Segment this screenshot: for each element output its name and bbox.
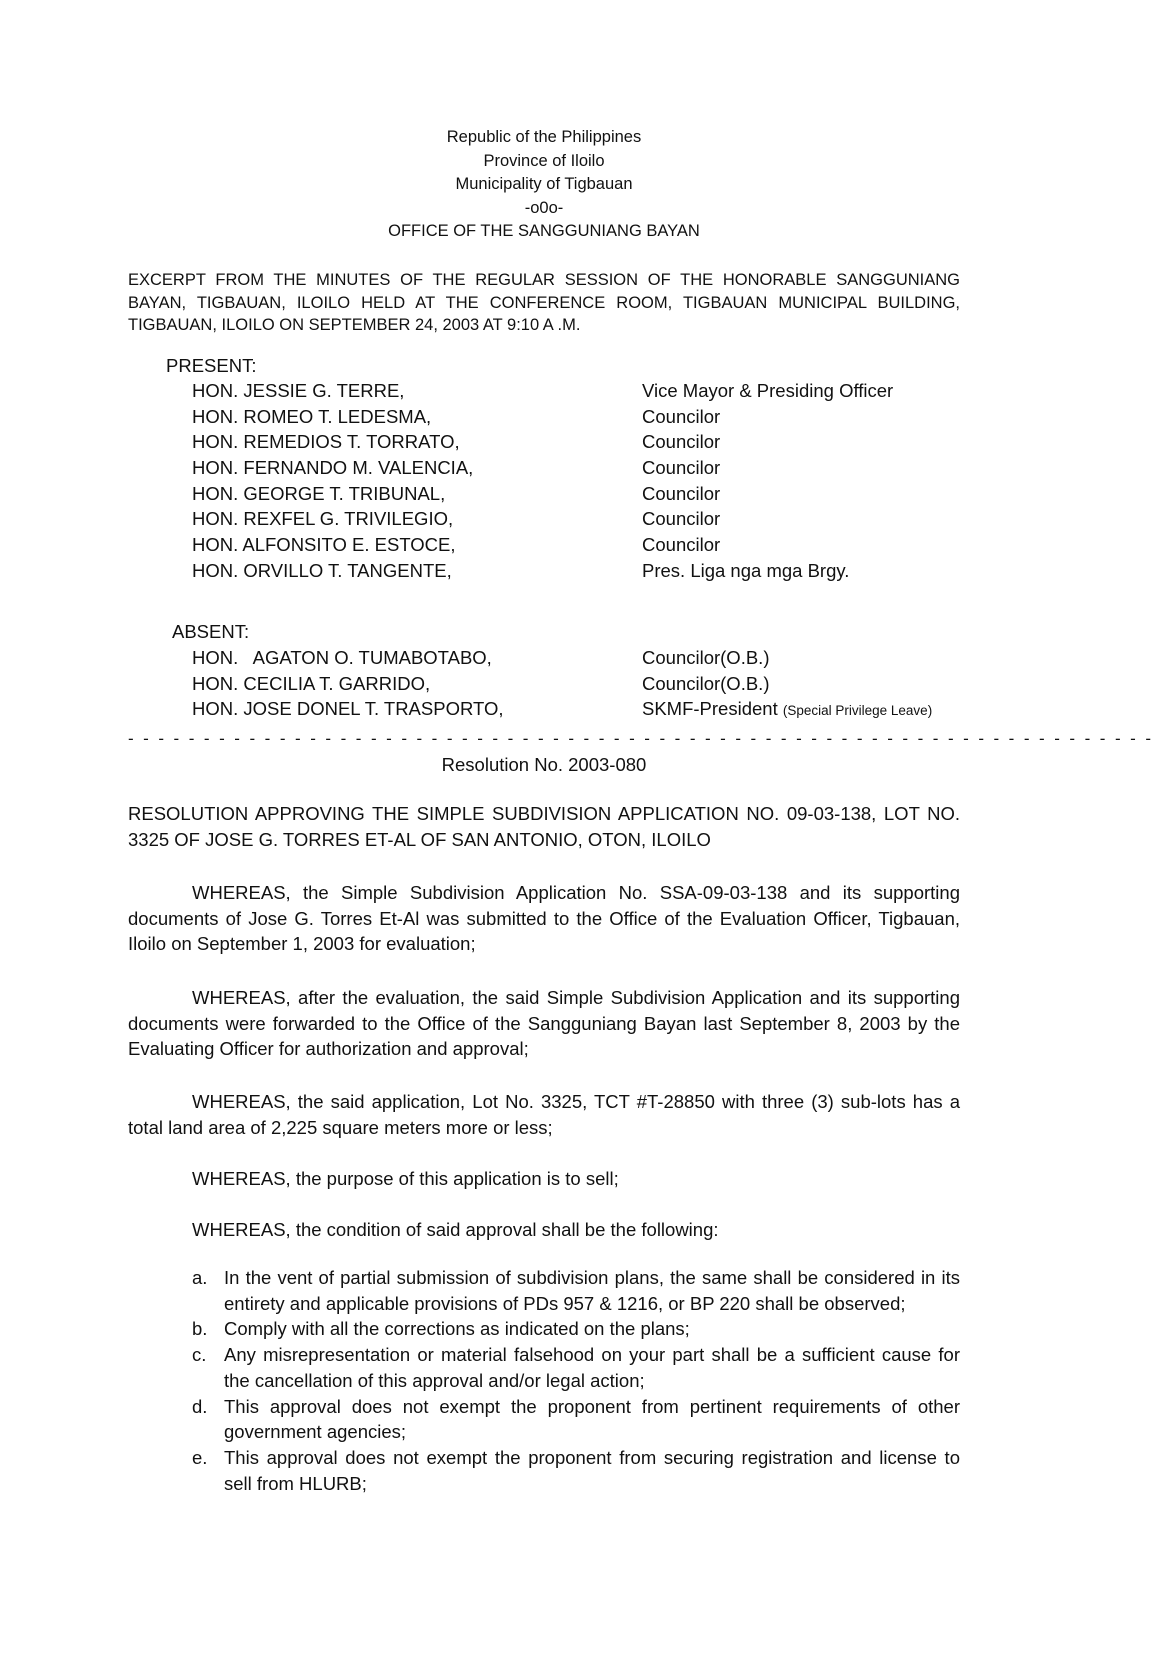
attendee-row [192, 532, 972, 558]
attendee-name: HON. ORVILLO T. TANGENTE, [192, 559, 452, 581]
absent-heading: ABSENT: [172, 621, 250, 642]
condition-text: In the vent of partial submission of subdivision plans, the same shall be considered in its entirety and applicable provisions of PDs 957 & 1216, or BP 220 shall be observed; [224, 1267, 960, 1314]
present-list [192, 378, 972, 584]
condition-letter: a. [192, 1267, 208, 1288]
attendee-row [192, 429, 972, 455]
attendee-name: HON. JOSE DONEL T. TRASPORTO, [192, 698, 504, 720]
attendee-row [192, 558, 972, 584]
condition-item [192, 1265, 960, 1316]
leave-note: (Special Privilege Leave) [782, 703, 933, 719]
document-header [0, 126, 1088, 244]
attendee-row [192, 671, 972, 697]
condition-item [192, 1342, 960, 1393]
condition-item [192, 1445, 960, 1496]
attendee-name: HON. CECILIA T. GARRIDO, [192, 672, 431, 694]
condition-text: Any misrepresentation or material falsehood on your part shall be a sufficient cause for the cancellation of this approval and/or legal action; [224, 1344, 960, 1391]
condition-letter: b. [192, 1318, 208, 1340]
attendee-row [192, 404, 972, 430]
condition-item [192, 1394, 960, 1445]
condition-text: This approval does not exempt the proponent from securing registration and license to sell from HLURB; [224, 1446, 960, 1494]
attendee-position: Councilor(O.B.) [642, 647, 770, 668]
attendee-position: Pres. Liga nga mga Brgy. [642, 559, 850, 581]
attendee-position: Councilor(O.B.) [642, 672, 770, 694]
present-heading: PRESENT: [166, 355, 257, 376]
excerpt-paragraph: EXCERPT FROM THE MINUTES OF THE REGULAR SESSION OF THE HONORABLE SANGGUNIANG BAYAN, TIGBAUAN, ILOILO HELD AT THE CONFERENCE ROOM, TIGBAUAN MUNICIPAL BUILDING, TIGBAUAN, ILOILO ON SEPTEMBER 24, 2003 AT 9:10 A .M. [128, 271, 960, 334]
attendee-position: Vice Mayor & Presiding Officer [642, 380, 894, 401]
attendee-row [192, 506, 972, 532]
separator-line: - - - - - - - - - - - - - - - - - - - - - - - - - - - - - - - - - - - - - - - - - - - - - - - - - - - - - - - - - - - - - - - - - - - - [128, 729, 1153, 748]
whereas-paragraph: WHEREAS, after the evaluation, the said Simple Subdivision Application and its supporting documents were forwarded to the Office of the Sangguniang Bayan last September 8, 2003 by the Evaluating Officer for authorization and approval; [128, 987, 960, 1060]
attendee-position: Councilor [642, 482, 721, 504]
attendee-name: HON. REMEDIOS T. TORRATO, [192, 431, 460, 453]
attendee-name: HON. ROMEO T. LEDESMA, [192, 405, 432, 427]
header-country: Republic of the Philippines [446, 128, 642, 146]
condition-text: Comply with all the corrections as indicated on the plans; [224, 1318, 690, 1340]
attendee-row [192, 481, 972, 507]
header-municipality: Municipality of Tigbauan [455, 175, 633, 193]
conditions-list [192, 1265, 960, 1496]
attendee-row [192, 645, 972, 671]
attendee-name: HON. FERNANDO M. VALENCIA, [192, 457, 474, 479]
attendee-position: Councilor [642, 508, 721, 530]
whereas-paragraph: WHEREAS, the condition of said approval shall be the following: [192, 1219, 719, 1240]
attendee-position: Councilor [642, 405, 721, 427]
attendee-row [192, 696, 972, 722]
attendee-name: HON. JESSIE G. TERRE, [192, 380, 405, 401]
condition-letter: d. [192, 1395, 208, 1417]
attendee-position: SKMF-President [642, 698, 778, 720]
header-province: Province of Iloilo [483, 151, 605, 170]
whereas-paragraph: WHEREAS, the purpose of this application is to sell; [192, 1168, 619, 1189]
absent-list [192, 645, 972, 722]
attendee-row [192, 455, 972, 481]
condition-item [192, 1316, 960, 1342]
attendee-position: Councilor [642, 457, 721, 479]
attendee-position: Councilor [642, 431, 721, 453]
attendee-name: HON. GEORGE T. TRIBUNAL, [192, 482, 446, 504]
whereas-paragraph: WHEREAS, the said application, Lot No. 3325, TCT #T-28850 with three (3) sub-lots has a total land area of 2,225 square meters more or less; [128, 1091, 960, 1138]
attendee-name: HON. REXFEL G. TRIVILEGIO, [192, 508, 454, 530]
resolution-number: Resolution No. 2003-080 [441, 754, 647, 775]
attendee-name: HON. ALFONSITO E. ESTOCE, [192, 534, 456, 556]
resolution-title: RESOLUTION APPROVING THE SIMPLE SUBDIVISION APPLICATION NO. 09-03-138, LOT NO. 3325 OF JOSE G. TORRES ET-AL OF SAN ANTONIO, OTON, ILOILO [128, 803, 960, 850]
attendee-name: HON. AGATON O. TUMABOTABO, [192, 647, 492, 668]
condition-text: This approval does not exempt the proponent from pertinent requirements of other government agencies; [224, 1395, 960, 1443]
attendee-position: Councilor [642, 534, 721, 556]
header-ornament: -o0o- [524, 198, 564, 217]
whereas-paragraph: WHEREAS, the Simple Subdivision Application No. SSA-09-03-138 and its supporting documents of Jose G. Torres Et-Al was submitted to the Office of the Evaluation Officer, Tigbauan, Iloilo on September 1, 2003 for evaluation; [128, 882, 960, 955]
condition-letter: c. [192, 1344, 207, 1366]
header-office: OFFICE OF THE SANGGUNIANG BAYAN [388, 222, 700, 240]
condition-letter: e. [192, 1446, 208, 1468]
attendee-row [192, 378, 972, 404]
attendee-position-wrap [642, 696, 932, 724]
